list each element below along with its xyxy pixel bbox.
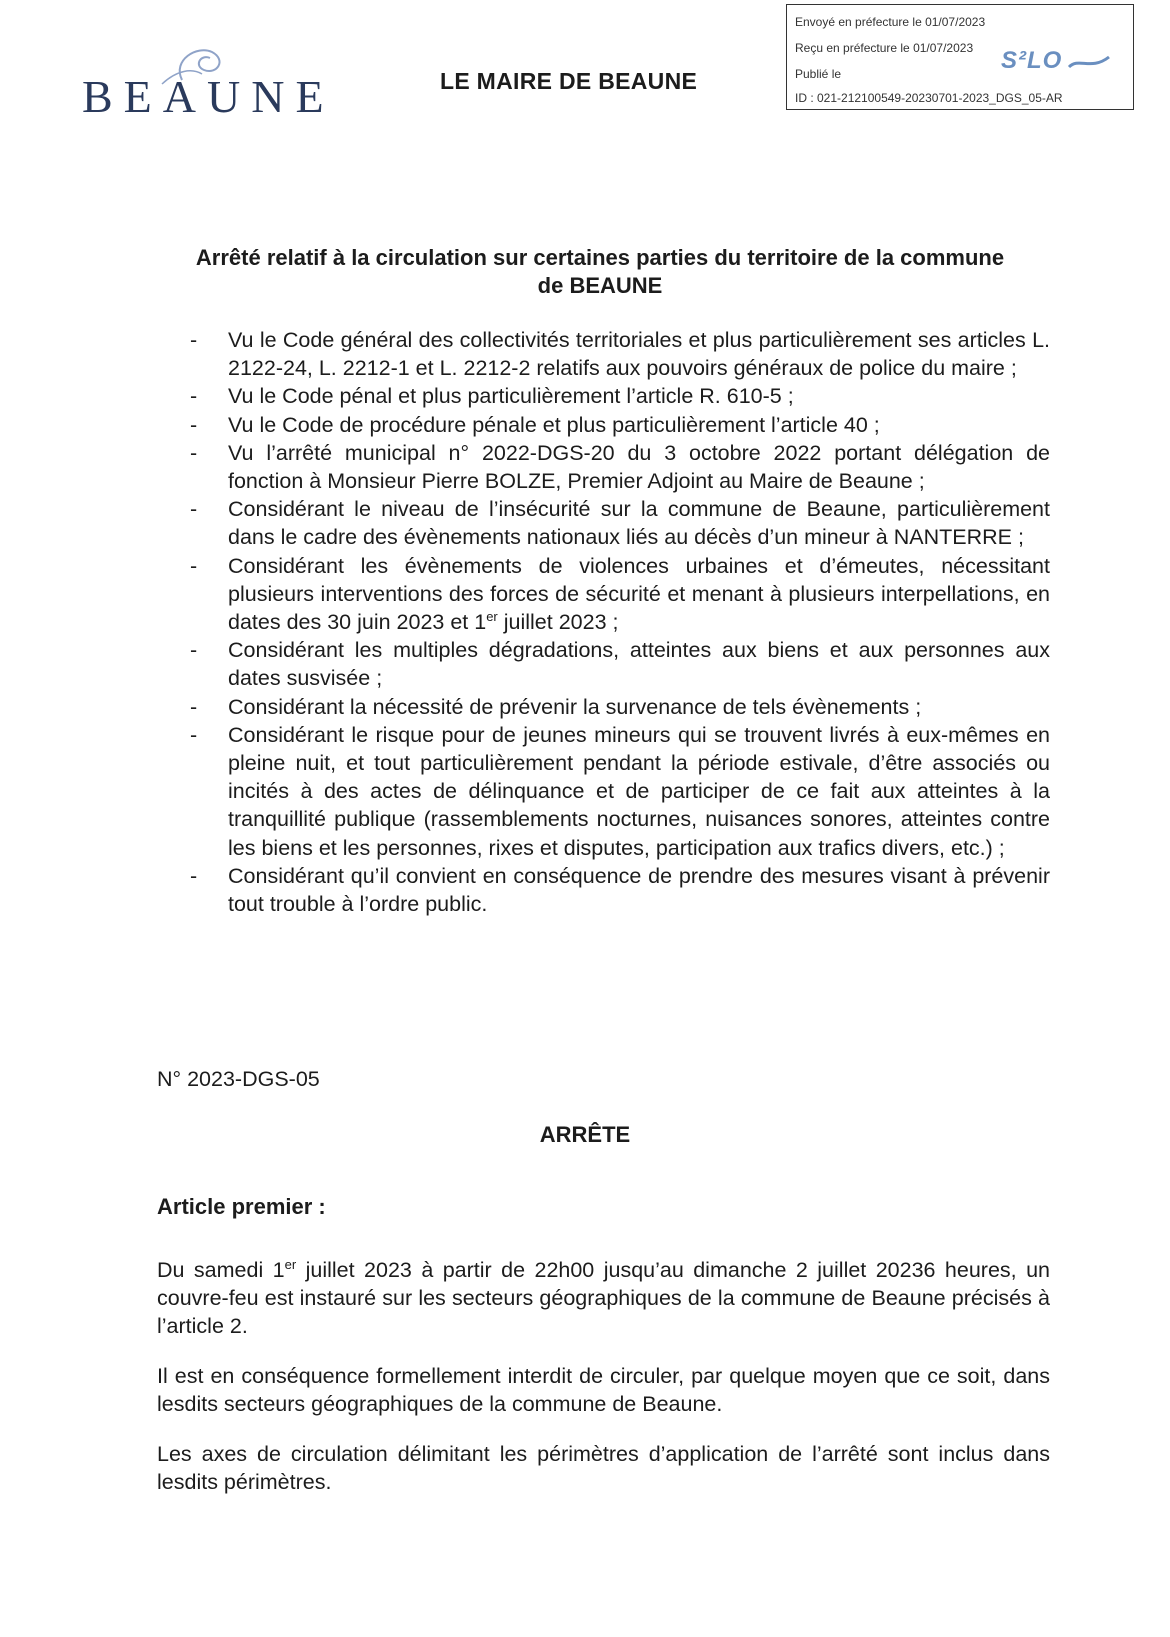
recital-text-end: juillet 2023 ;	[497, 610, 619, 635]
recitals-list	[190, 326, 1050, 918]
title-line-2: de BEAUNE	[537, 273, 663, 298]
bullet-dash: -	[190, 412, 198, 437]
recital-text: Considérant les évènements de violences urbaines et d’émeutes, nécessitant plusieurs interventions des forces de sécurité et menant à plusieurs interpellations, en dates des 30 juin 2023 et 1	[228, 553, 1050, 635]
bullet-dash: -	[190, 328, 198, 352]
stamp-sent: Envoyé en préfecture le 01/07/2023	[795, 15, 986, 29]
recital-text: Vu le Code général des collectivités territoriales et plus particulièrement ses articles L. 2122-24, L. 2212-1 et L. 2212-2 relatifs aux pouvoirs généraux de police du maire ;	[228, 328, 1050, 381]
stamp-received: Reçu en préfecture le 01/07/2023	[795, 41, 974, 55]
list-item	[190, 693, 1050, 721]
list-item	[190, 862, 1050, 918]
s2lo-logo	[1001, 47, 1101, 77]
list-item	[190, 636, 1050, 692]
ordinal-superscript: er	[486, 608, 498, 624]
article-paragraph-1	[157, 1256, 1050, 1341]
paragraph-text-end: juillet 2023 à partir de 22h00 jusqu’au dimanche 2 juillet 20236 heures, un couvre-feu est instauré sur les secteurs géographiques de la commune de Beaune précisés à l’article 2.	[157, 1258, 1050, 1339]
swoosh-icon	[1067, 53, 1111, 73]
article-paragraph-3: Les axes de circulation délimitant les périmètres d’application de l’arrêté sont inclus dans lesdits périmètres.	[157, 1442, 1050, 1495]
beaune-logo	[82, 40, 342, 120]
recital-text: Considérant qu’il convient en conséquence de prendre des mesures visant à prévenir tout trouble à l’ordre public.	[228, 863, 1050, 917]
decision-heading: ARRÊTE	[539, 1122, 631, 1147]
prefecture-stamp	[786, 4, 1134, 110]
article-paragraph-2: Il est en conséquence formellement interdit de circuler, par quelque moyen que ce soit, dans lesdits secteurs géographiques de la commune de Beaune.	[157, 1364, 1050, 1417]
list-item	[190, 326, 1050, 382]
list-item	[190, 382, 1050, 410]
list-item	[190, 552, 1050, 637]
paragraph-text: Du samedi 1	[157, 1258, 285, 1282]
list-item	[190, 439, 1050, 495]
recital-text: Considérant le risque pour de jeunes mineurs qui se trouvent livrés à eux-mêmes en pleine nuit, et tout particulièrement pendant la période estivale, d’être associés ou incités à des actes de délinquance et de participer de ce fait aux atteintes à la tranquillité publique (rassemblements nocturnes, nuisances sonores, atteintes contre les biens et les personnes, rixes et disputes, participation aux trafics divers, etc.) ;	[228, 722, 1050, 860]
logo-text: BEAUNE	[82, 71, 335, 122]
decree-number: N° 2023-DGS-05	[157, 1067, 320, 1091]
bullet-dash: -	[190, 638, 198, 663]
stamp-id: ID : 021-212100549-20230701-2023_DGS_05-AR	[795, 91, 1063, 105]
title-line-1: Arrêté relatif à la circulation sur certaines parties du territoire de la commune	[195, 245, 1005, 270]
bullet-dash: -	[190, 863, 198, 888]
document-title	[150, 244, 1050, 300]
recital-text: Considérant la nécessité de prévenir la survenance de tels évènements ;	[228, 694, 922, 719]
bullet-dash: -	[190, 694, 198, 719]
recital-text: Considérant les multiples dégradations, atteintes aux biens et aux personnes aux dates susvisée ;	[228, 638, 1050, 691]
recital-text: Vu l’arrêté municipal n° 2022-DGS-20 du 3 octobre 2022 portant délégation de fonction à Monsieur Pierre BOLZE, Premier Adjoint au Maire de Beaune ;	[228, 440, 1050, 494]
mayor-title: LE MAIRE DE BEAUNE	[440, 68, 698, 94]
recital-text: Considérant le niveau de l’insécurité sur la commune de Beaune, particulièrement dans le cadre des évènements nationaux liés au décès d’un mineur à NANTERRE ;	[228, 497, 1050, 550]
bullet-dash: -	[190, 384, 198, 409]
bullet-dash: -	[190, 722, 198, 747]
s2lo-logo-text: S²LO	[1001, 47, 1063, 74]
bullet-dash: -	[190, 553, 198, 578]
bullet-dash: -	[190, 497, 198, 522]
recital-text: Vu le Code de procédure pénale et plus particulièrement l’article 40 ;	[228, 412, 880, 437]
list-item	[190, 411, 1050, 439]
recital-text: Vu le Code pénal et plus particulièrement l’article R. 610-5 ;	[228, 384, 794, 409]
stamp-published: Publié le	[795, 67, 842, 81]
bullet-dash: -	[190, 440, 198, 465]
ordinal-superscript: er	[284, 1256, 297, 1272]
list-item	[190, 495, 1050, 551]
article-heading: Article premier :	[157, 1194, 326, 1219]
list-item	[190, 721, 1050, 862]
